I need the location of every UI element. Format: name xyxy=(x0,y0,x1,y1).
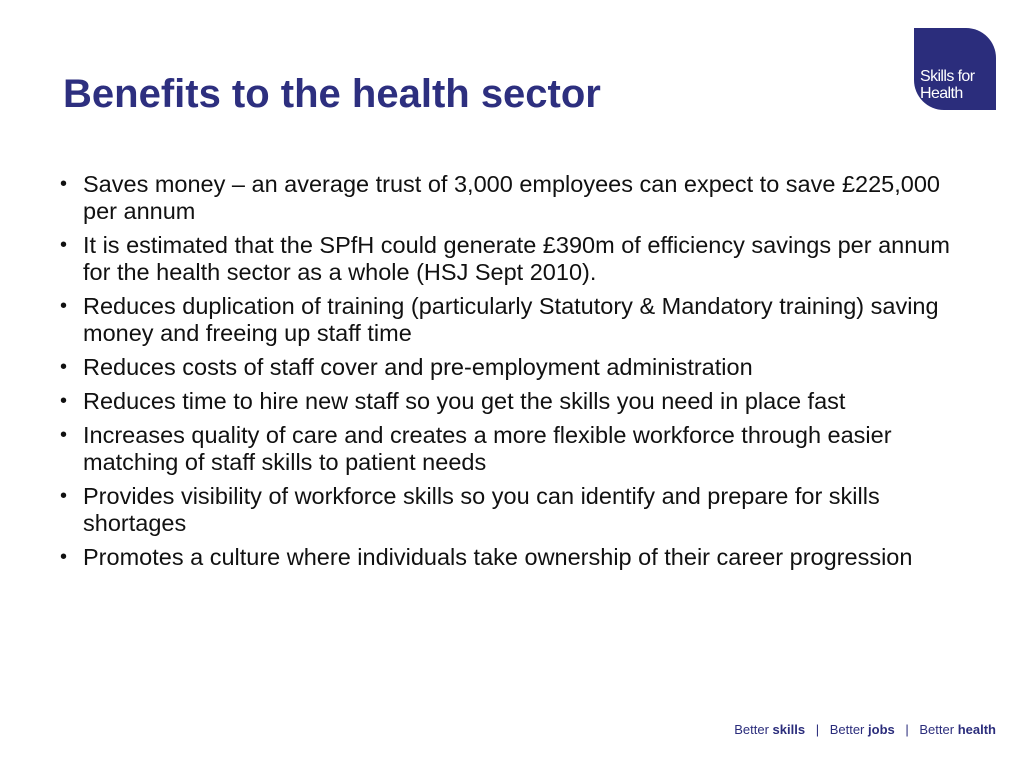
bullet-item: • Reduces duplication of training (particularly Statutory & Mandatory training) saving money and freeing up staff time xyxy=(60,293,960,347)
bullet-item: • Increases quality of care and creates a more flexible workforce through easier matching of staff skills to patient needs xyxy=(60,422,960,476)
bullet-item: • Provides visibility of workforce skills so you can identify and prepare for skills shortages xyxy=(60,483,960,537)
bullet-item: • Reduces time to hire new staff so you get the skills you need in place fast xyxy=(60,388,960,415)
footer-better-1: Better xyxy=(734,722,769,737)
bullet-item: • Reduces costs of staff cover and pre-employment administration xyxy=(60,354,960,381)
footer-better-3: Better xyxy=(919,722,955,737)
benefits-list xyxy=(60,171,960,578)
footer-health: health xyxy=(957,722,996,737)
slide-title: Benefits to the health sector xyxy=(63,72,601,116)
skills-for-health-logo xyxy=(914,28,996,110)
footer-better-2: Better xyxy=(829,722,865,737)
logo-line-1: Skills for xyxy=(920,68,975,85)
footer-separator-1: | xyxy=(815,722,820,737)
logo-line-2: Health xyxy=(920,85,963,102)
footer-jobs: jobs xyxy=(868,722,895,737)
footer-tagline xyxy=(734,722,996,737)
footer-separator-2: | xyxy=(905,722,909,737)
bullet-item: • Saves money – an average trust of 3,000 employees can expect to save £225,000 per annum xyxy=(60,171,960,225)
bullet-item: • It is estimated that the SPfH could generate £390m of efficiency savings per annum for the health sector as a whole (HSJ Sept 2010). xyxy=(60,232,960,286)
footer-skills: skills xyxy=(772,722,806,737)
bullet-item: • Promotes a culture where individuals take ownership of their career progression xyxy=(60,544,960,571)
